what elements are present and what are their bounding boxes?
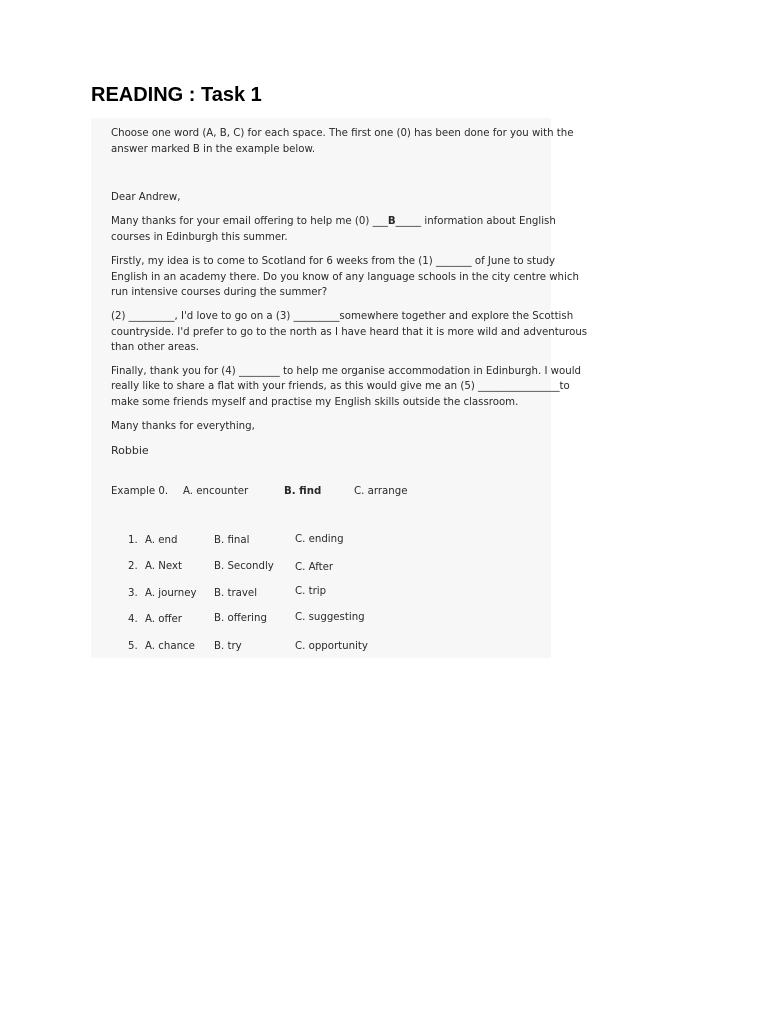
letter-text: Many thanks for your email offering to help me (0) ___ — [111, 216, 388, 227]
letter-paragraph-1-line-1 — [111, 214, 556, 230]
letter-paragraph-4-line-3: make some friends myself and practise my English skills outside the classroom. — [111, 397, 519, 408]
question-option-c: C. ending — [295, 534, 344, 545]
letter-paragraph-4-line-1: Finally, thank you for (4) ________ to help me organise accommodation in Edinburgh. I would — [111, 366, 582, 377]
letter-paragraph-3-line-1: (2) _________, I'd love to go on a (3) _________somewhere together and explore the Scottish — [111, 311, 574, 322]
question-option-a: A. end — [145, 535, 178, 546]
question-option-c: C. trip — [295, 586, 327, 597]
letter-paragraph-3-line-2: countryside. I'd prefer to go to the north as I have heard that it is more wild and adventurous — [111, 327, 588, 338]
letter-text: _____ information about English — [395, 216, 556, 227]
example-option-b: B. find — [284, 486, 322, 497]
question-number: 5. — [128, 641, 138, 652]
question-option-a: A. chance — [145, 641, 195, 652]
example-answer: B — [387, 216, 396, 227]
instructions-line-1: Choose one word (A, B, C) for each space. The first one (0) has been done for you with the — [111, 128, 574, 139]
question-option-b: B. final — [214, 535, 250, 546]
letter-closing: Many thanks for everything, — [111, 421, 255, 432]
question-option-a: A. journey — [145, 588, 197, 599]
question-option-b: B. offering — [214, 613, 267, 624]
question-number: 4. — [128, 614, 138, 625]
instructions-line-2: answer marked B in the example below. — [111, 144, 316, 155]
example-option-a: A. encounter — [183, 486, 249, 497]
letter-paragraph-3-line-3: than other areas. — [111, 342, 200, 353]
letter-paragraph-4-line-2: really like to share a flat with your friends, as this would give me an (5) ________________to — [111, 381, 570, 392]
example-label: Example 0. — [111, 486, 169, 497]
example-option-c: C. arrange — [354, 486, 408, 497]
question-option-b: B. try — [214, 641, 242, 652]
page-title: READING : Task 1 — [91, 84, 262, 106]
letter-greeting: Dear Andrew, — [111, 192, 181, 203]
question-option-b: B. Secondly — [214, 561, 274, 572]
question-number: 2. — [128, 561, 138, 572]
letter-paragraph-1-line-2: courses in Edinburgh this summer. — [111, 232, 288, 243]
letter-paragraph-2-line-2: English in an academy there. Do you know of any language schools in the city centre which — [111, 272, 579, 283]
letter-paragraph-2-line-1: Firstly, my idea is to come to Scotland for 6 weeks from the (1) _______ of June to study — [111, 256, 556, 267]
letter-paragraph-2-line-3: run intensive courses during the summer? — [111, 287, 328, 298]
question-number: 3. — [128, 588, 138, 599]
question-option-c: C. suggesting — [295, 612, 365, 623]
question-option-c: C. opportunity — [295, 641, 368, 652]
question-option-b: B. travel — [214, 588, 258, 599]
question-option-a: A. Next — [145, 561, 182, 572]
question-option-a: A. offer — [145, 614, 182, 625]
letter-signature: Robbie — [111, 444, 149, 457]
question-number: 1. — [128, 535, 138, 546]
question-option-c: C. After — [295, 562, 334, 573]
